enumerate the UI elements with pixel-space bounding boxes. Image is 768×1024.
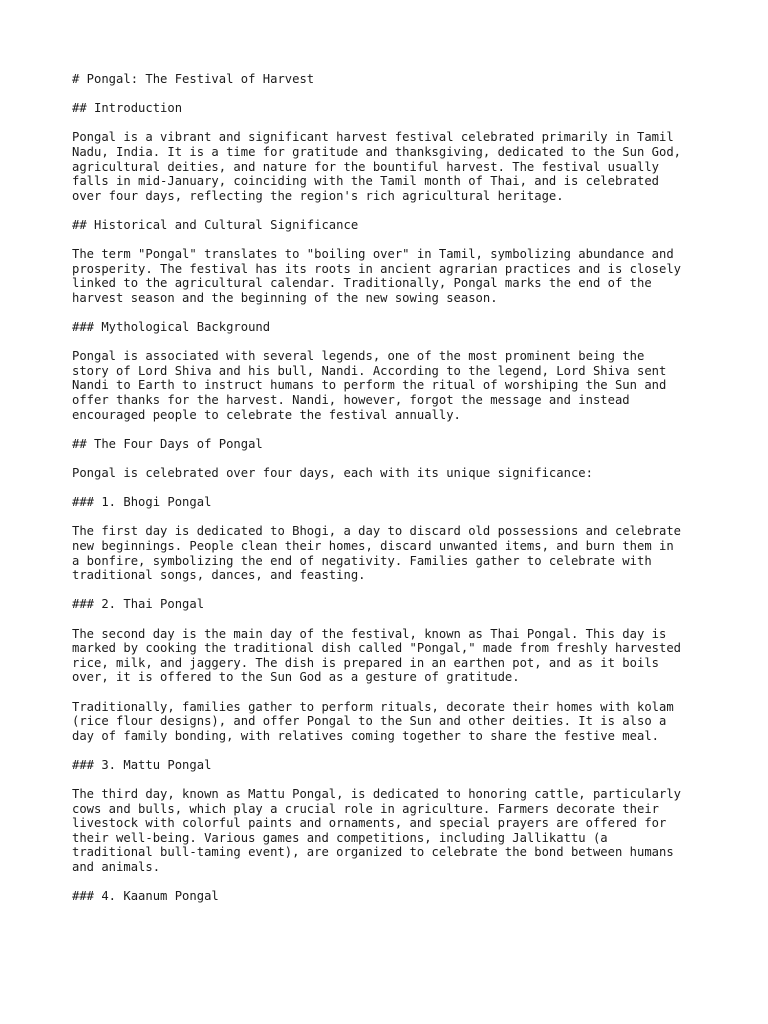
paragraph-line: prosperity. The festival has its roots in ancient agrarian practices and is closely — [72, 261, 682, 276]
blank-line — [72, 233, 712, 248]
blank-line — [72, 335, 712, 350]
section-heading — [72, 218, 712, 233]
section-heading — [72, 72, 712, 87]
paragraph-line: Nadu, India. It is a time for gratitude and thanksgiving, dedicated to the Sun God, — [72, 144, 682, 159]
heading-text: ### 1. Bhogi Pongal — [72, 495, 212, 510]
heading-text: # Pongal: The Festival of Harvest — [72, 72, 315, 86]
blank-line — [72, 422, 712, 437]
paragraph-line: a bonfire, symbolizing the end of negativity. Families gather to celebrate with — [72, 553, 652, 568]
paragraph-line: story of Lord Shiva and his bull, Nandi. According to the legend, Lord Shiva sent — [72, 363, 667, 378]
heading-text: ## Historical and Cultural Significance — [72, 217, 359, 232]
paragraph-line: encouraged people to celebrate the festival annually. — [72, 407, 461, 422]
blank-line — [72, 451, 712, 466]
paragraph-line: cows and bulls, which play a crucial role in agriculture. Farmers decorate their — [72, 801, 659, 816]
blank-line — [72, 612, 712, 627]
heading-text: ### Mythological Background — [72, 320, 271, 335]
blank-line — [72, 203, 712, 218]
paragraph-line: Pongal is a vibrant and significant harvest festival celebrated primarily in Tamil — [72, 130, 674, 145]
paragraph-line: Pongal is celebrated over four days, each with its unique significance: — [72, 466, 593, 481]
paragraph-line: The term "Pongal" translates to "boiling over" in Tamil, symbolizing abundance and — [72, 247, 674, 262]
paragraph — [72, 130, 712, 203]
paragraph-line: Nandi to Earth to instruct humans to perform the ritual of worshiping the Sun and — [72, 378, 667, 393]
paragraph-line: The second day is the main day of the festival, known as Thai Pongal. This day is — [72, 626, 667, 641]
paragraph-line: offer thanks for the harvest. Nandi, however, forgot the message and instead — [72, 393, 630, 408]
blank-line — [72, 743, 712, 758]
section-heading — [72, 889, 712, 904]
heading-text: ## Introduction — [72, 101, 183, 116]
section-heading — [72, 320, 712, 335]
paragraph-line: traditional songs, dances, and feasting. — [72, 568, 366, 583]
paragraph-line: rice, milk, and jaggery. The dish is prepared in an earthen pot, and as it boils — [72, 655, 659, 670]
blank-line — [72, 306, 712, 321]
paragraph-line: traditional bull-taming event), are organized to celebrate the bond between humans — [72, 845, 674, 860]
paragraph-line: linked to the agricultural calendar. Traditionally, Pongal marks the end of the — [72, 276, 652, 291]
paragraph-line: (rice flour designs), and offer Pongal to the Sun and other deities. It is also a — [72, 714, 667, 729]
blank-line — [72, 773, 712, 788]
paragraph-line: Traditionally, families gather to perform rituals, decorate their homes with kolam — [72, 699, 674, 714]
paragraph — [72, 524, 712, 582]
blank-line — [72, 583, 712, 598]
paragraph — [72, 466, 712, 481]
section-heading — [72, 495, 712, 510]
section-heading — [72, 101, 712, 116]
paragraph-line: livestock with colorful paints and ornaments, and special prayers are offered for — [72, 816, 667, 831]
paragraph — [72, 349, 712, 422]
blank-line — [72, 685, 712, 700]
blank-line — [72, 510, 712, 525]
blank-line — [72, 481, 712, 496]
blank-line — [72, 87, 712, 102]
paragraph-line: over, it is offered to the Sun God as a gesture of gratitude. — [72, 670, 520, 685]
document-page — [72, 72, 712, 904]
heading-text: ### 2. Thai Pongal — [72, 597, 205, 612]
paragraph-line: harvest season and the beginning of the new sowing season. — [72, 290, 498, 305]
section-heading — [72, 758, 712, 773]
heading-text: ## The Four Days of Pongal — [72, 436, 263, 451]
paragraph-line: agricultural deities, and nature for the bountiful harvest. The festival usually — [72, 159, 659, 174]
heading-text: ### 4. Kaanum Pongal — [72, 889, 219, 904]
heading-text: ### 3. Mattu Pongal — [72, 757, 212, 772]
section-heading — [72, 437, 712, 452]
paragraph-line: new beginnings. People clean their homes, discard unwanted items, and burn them in — [72, 539, 674, 553]
section-heading — [72, 597, 712, 612]
paragraph-line: The third day, known as Mattu Pongal, is dedicated to honoring cattle, particularly — [72, 787, 682, 802]
paragraph — [72, 627, 712, 685]
paragraph — [72, 787, 712, 875]
paragraph-line: marked by cooking the traditional dish called "Pongal," made from freshly harvested — [72, 641, 682, 656]
paragraph-line: The first day is dedicated to Bhogi, a day to discard old possessions and celebrate — [72, 524, 682, 539]
paragraph-line: day of family bonding, with relatives coming together to share the festive meal. — [72, 728, 659, 743]
blank-line — [72, 116, 712, 131]
paragraph — [72, 700, 712, 744]
paragraph-line: and animals. — [72, 860, 161, 875]
paragraph-line: Pongal is associated with several legends, one of the most prominent being the — [72, 349, 645, 364]
blank-line — [72, 875, 712, 890]
paragraph-line: their well-being. Various games and competitions, including Jallikattu (a — [72, 830, 608, 845]
paragraph-line: falls in mid-January, coinciding with the Tamil month of Thai, and is celebrated — [72, 174, 659, 189]
paragraph — [72, 247, 712, 305]
paragraph-line: over four days, reflecting the region's rich agricultural heritage. — [72, 188, 564, 203]
